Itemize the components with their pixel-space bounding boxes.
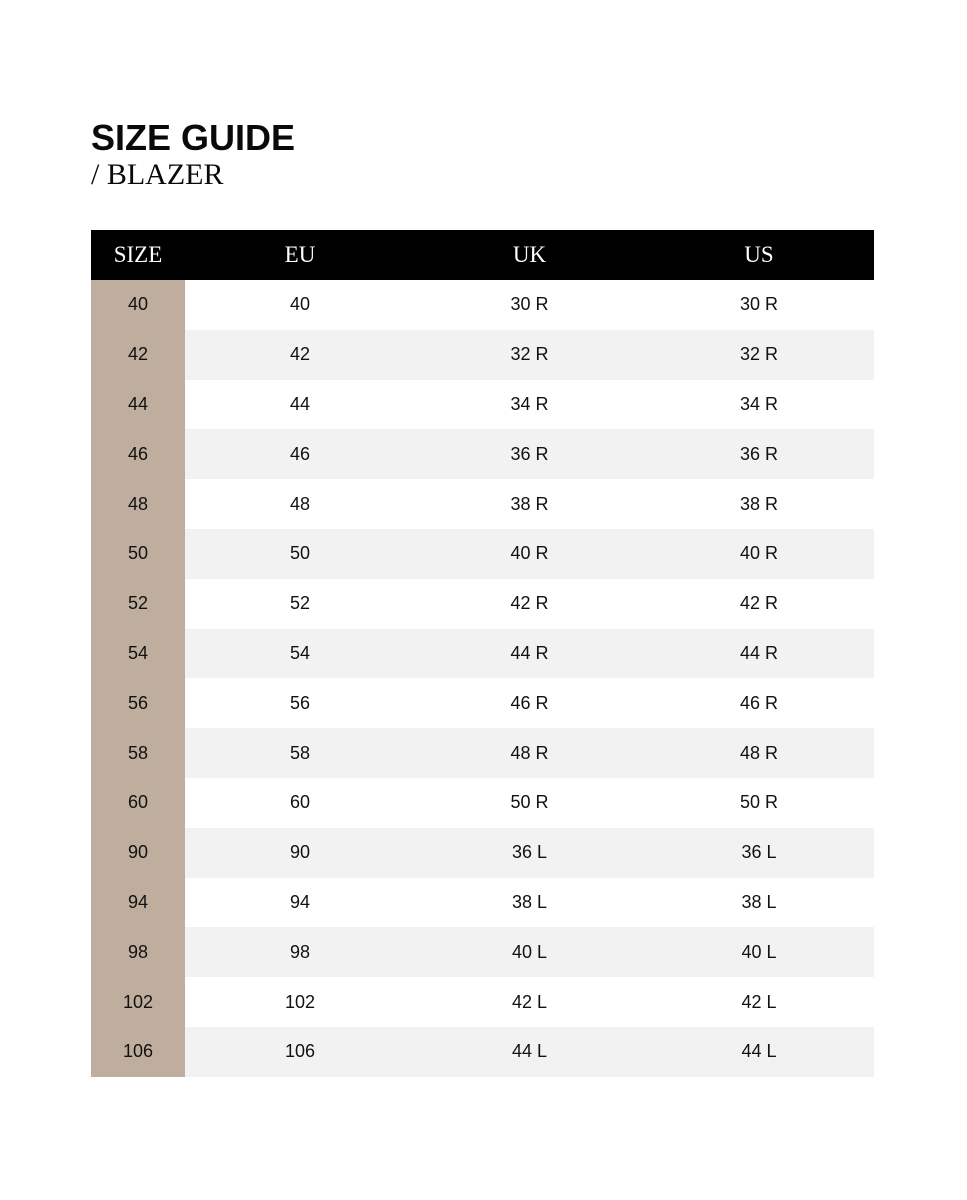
table-row xyxy=(91,330,874,380)
us-cell: 40 R xyxy=(644,529,874,579)
uk-cell: 36 R xyxy=(415,429,644,479)
eu-cell: 50 xyxy=(185,529,415,579)
us-cell: 42 L xyxy=(644,977,874,1027)
eu-cell: 58 xyxy=(185,728,415,778)
size-cell: 60 xyxy=(91,778,185,828)
page-title: SIZE GUIDE xyxy=(91,117,296,158)
uk-cell: 42 L xyxy=(415,977,644,1027)
eu-cell: 48 xyxy=(185,479,415,529)
us-cell: 44 R xyxy=(644,629,874,679)
table-header xyxy=(91,230,874,280)
us-cell: 30 R xyxy=(644,280,874,330)
uk-cell: 50 R xyxy=(415,778,644,828)
eu-cell: 56 xyxy=(185,678,415,728)
table-row xyxy=(91,927,874,977)
us-cell: 32 R xyxy=(644,330,874,380)
us-cell: 38 R xyxy=(644,479,874,529)
us-cell: 42 R xyxy=(644,579,874,629)
column-header-uk: UK xyxy=(512,242,547,267)
uk-cell: 44 L xyxy=(415,1027,644,1077)
table-row xyxy=(91,479,874,529)
eu-cell: 52 xyxy=(185,579,415,629)
uk-cell: 34 R xyxy=(415,380,644,430)
eu-cell: 106 xyxy=(185,1027,415,1077)
uk-cell: 40 L xyxy=(415,927,644,977)
uk-cell: 48 R xyxy=(415,728,644,778)
table-row xyxy=(91,728,874,778)
us-cell: 44 L xyxy=(644,1027,874,1077)
us-cell: 36 L xyxy=(644,828,874,878)
us-cell: 40 L xyxy=(644,927,874,977)
size-cell: 40 xyxy=(91,280,185,330)
us-cell: 50 R xyxy=(644,778,874,828)
table-row xyxy=(91,529,874,579)
uk-cell: 32 R xyxy=(415,330,644,380)
size-cell: 102 xyxy=(91,977,185,1027)
size-cell: 56 xyxy=(91,678,185,728)
us-cell: 34 R xyxy=(644,380,874,430)
eu-cell: 42 xyxy=(185,330,415,380)
size-cell: 52 xyxy=(91,579,185,629)
size-guide-table xyxy=(91,230,874,1077)
eu-cell: 44 xyxy=(185,380,415,430)
size-cell: 58 xyxy=(91,728,185,778)
table-row xyxy=(91,778,874,828)
table-row xyxy=(91,579,874,629)
uk-cell: 36 L xyxy=(415,828,644,878)
eu-cell: 54 xyxy=(185,629,415,679)
size-cell: 54 xyxy=(91,629,185,679)
table-row xyxy=(91,1027,874,1077)
us-cell: 48 R xyxy=(644,728,874,778)
size-cell: 48 xyxy=(91,479,185,529)
table-row xyxy=(91,629,874,679)
size-cell: 90 xyxy=(91,828,185,878)
table-row xyxy=(91,429,874,479)
us-cell: 36 R xyxy=(644,429,874,479)
eu-cell: 102 xyxy=(185,977,415,1027)
uk-cell: 38 L xyxy=(415,878,644,928)
size-cell: 50 xyxy=(91,529,185,579)
eu-cell: 60 xyxy=(185,778,415,828)
eu-cell: 90 xyxy=(185,828,415,878)
eu-cell: 40 xyxy=(185,280,415,330)
table-row xyxy=(91,280,874,330)
eu-cell: 94 xyxy=(185,878,415,928)
table-row xyxy=(91,380,874,430)
uk-cell: 42 R xyxy=(415,579,644,629)
us-cell: 46 R xyxy=(644,678,874,728)
table-row xyxy=(91,878,874,928)
uk-cell: 40 R xyxy=(415,529,644,579)
page-subtitle: / BLAZER xyxy=(91,158,224,191)
us-cell: 38 L xyxy=(644,878,874,928)
column-header-eu: EU xyxy=(284,242,316,267)
size-cell: 94 xyxy=(91,878,185,928)
table-body xyxy=(91,280,874,1077)
uk-cell: 44 R xyxy=(415,629,644,679)
size-cell: 46 xyxy=(91,429,185,479)
uk-cell: 38 R xyxy=(415,479,644,529)
table-row xyxy=(91,828,874,878)
size-cell: 42 xyxy=(91,330,185,380)
eu-cell: 98 xyxy=(185,927,415,977)
column-header-us: US xyxy=(744,242,774,267)
uk-cell: 46 R xyxy=(415,678,644,728)
size-cell: 44 xyxy=(91,380,185,430)
eu-cell: 46 xyxy=(185,429,415,479)
size-cell: 106 xyxy=(91,1027,185,1077)
column-header-size: SIZE xyxy=(113,242,163,267)
table-row xyxy=(91,678,874,728)
size-cell: 98 xyxy=(91,927,185,977)
uk-cell: 30 R xyxy=(415,280,644,330)
table-row xyxy=(91,977,874,1027)
